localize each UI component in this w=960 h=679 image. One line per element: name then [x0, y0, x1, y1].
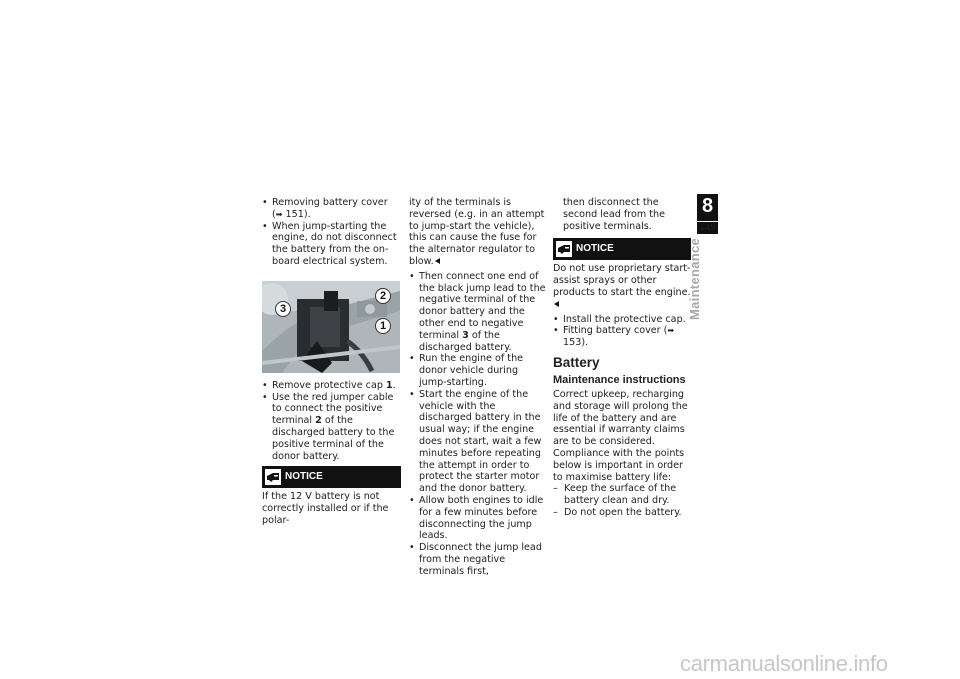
- list-item: [553, 325, 691, 349]
- list-item: – Do not open the battery.: [553, 507, 691, 519]
- section-side-label: Maintenance: [687, 237, 702, 320]
- column-3: [553, 197, 691, 519]
- item-number: 2: [315, 415, 322, 427]
- list-item-text: Use the red jumper cable to connect the positive terminal: [272, 391, 394, 427]
- page-number: 149: [699, 223, 716, 233]
- tab-divider: [697, 221, 718, 222]
- dash-list: [553, 483, 691, 518]
- notice-label: NOTICE: [576, 243, 614, 255]
- paragraph-text: Do not use proprietary start-assist sprays or other products to start the engine.: [553, 263, 691, 298]
- section-heading: Battery: [553, 354, 600, 370]
- column-2: [409, 197, 547, 578]
- list-item: • Disconnect the jump lead from the negative terminals first,: [409, 542, 547, 577]
- subsection-heading: Maintenance instructions: [553, 373, 686, 386]
- notice-banner: [262, 466, 401, 488]
- page-ref-arrow-icon: ➡: [667, 326, 675, 336]
- notice-banner: [553, 238, 691, 260]
- page-ref[interactable]: 153: [563, 337, 582, 349]
- bullet-list: [409, 271, 547, 578]
- callout-3: 3: [275, 301, 291, 317]
- paragraph: Correct upkeep, recharging and storage will prolong the life of the battery and are essential if warranty claims are to be considered.: [553, 388, 688, 448]
- warning-hand-icon: [556, 241, 572, 257]
- battery-photo: [262, 281, 400, 373]
- list-item-text: Fitting battery cover (: [563, 325, 668, 337]
- list-item: • Run the engine of the donor vehicle during jump-starting.: [409, 353, 547, 388]
- page-ref[interactable]: 151: [285, 208, 304, 220]
- list-item: • When jump-starting the engine, do not disconnect the battery from the on-board electrical system.: [262, 221, 401, 268]
- list-item: – Keep the surface of the battery clean and dry.: [553, 483, 691, 507]
- warning-hand-icon: [265, 469, 281, 485]
- item-number: 3: [462, 329, 469, 341]
- bullet-list: [262, 197, 401, 268]
- list-item-text: ).: [581, 337, 589, 349]
- list-item-text: of the discharged battery.: [419, 329, 512, 353]
- notice-label: NOTICE: [285, 471, 323, 483]
- list-item-text: Then connect one end of the black jump lead to the negative terminal of the donor battery and the other end to negative terminal: [419, 270, 546, 341]
- notice-text: [553, 263, 691, 310]
- list-item-text: of the discharged battery to the positive terminal of the donor battery.: [272, 415, 395, 462]
- paragraph: then disconnect the second lead from the positive terminals.: [563, 197, 665, 232]
- list-item-text: .: [392, 379, 396, 391]
- paragraph: Compliance with the points below is important in order to maximise battery life:: [553, 447, 685, 483]
- item-number: 1: [385, 379, 393, 391]
- list-item: • Allow both engines to idle for a few minutes before disconnecting the jump leads.: [409, 495, 547, 542]
- list-item-text: Remove protective cap: [272, 379, 386, 391]
- list-item: • Removing battery cover (➡ 151).: [262, 197, 401, 221]
- column-1: [262, 197, 401, 527]
- paragraph-text: ity of the terminals is reversed (e.g. in an attempt to jump-start the vehicle), this can cause the fuse for the alternator regulator to blow.: [409, 197, 545, 267]
- end-marker-icon: [435, 258, 440, 264]
- paragraph: [409, 197, 547, 268]
- bullet-list: [262, 380, 401, 463]
- list-item: [262, 392, 401, 463]
- notice-text: If the 12 V battery is not correctly installed or if the polar-: [262, 491, 389, 526]
- callout-1: 1: [375, 318, 391, 334]
- list-item: [409, 271, 547, 354]
- watermark: carmanualsonline.info: [680, 651, 888, 676]
- end-marker-icon: [554, 301, 559, 307]
- chapter-number: 8: [701, 195, 714, 217]
- list-item: • Install the protective cap.: [553, 314, 691, 326]
- list-item: [262, 380, 401, 392]
- page-ref-arrow-icon: ➡: [275, 209, 283, 219]
- list-item-text: Removing battery cover: [272, 197, 388, 208]
- bullet-list: [553, 314, 691, 349]
- callout-2: 2: [375, 288, 391, 304]
- list-item: • Start the engine of the vehicle with the discharged battery in the usual way; if the engine does not start, wait a few minutes before repeating the attempt in order to protect the starter motor and the donor battery.: [409, 389, 547, 495]
